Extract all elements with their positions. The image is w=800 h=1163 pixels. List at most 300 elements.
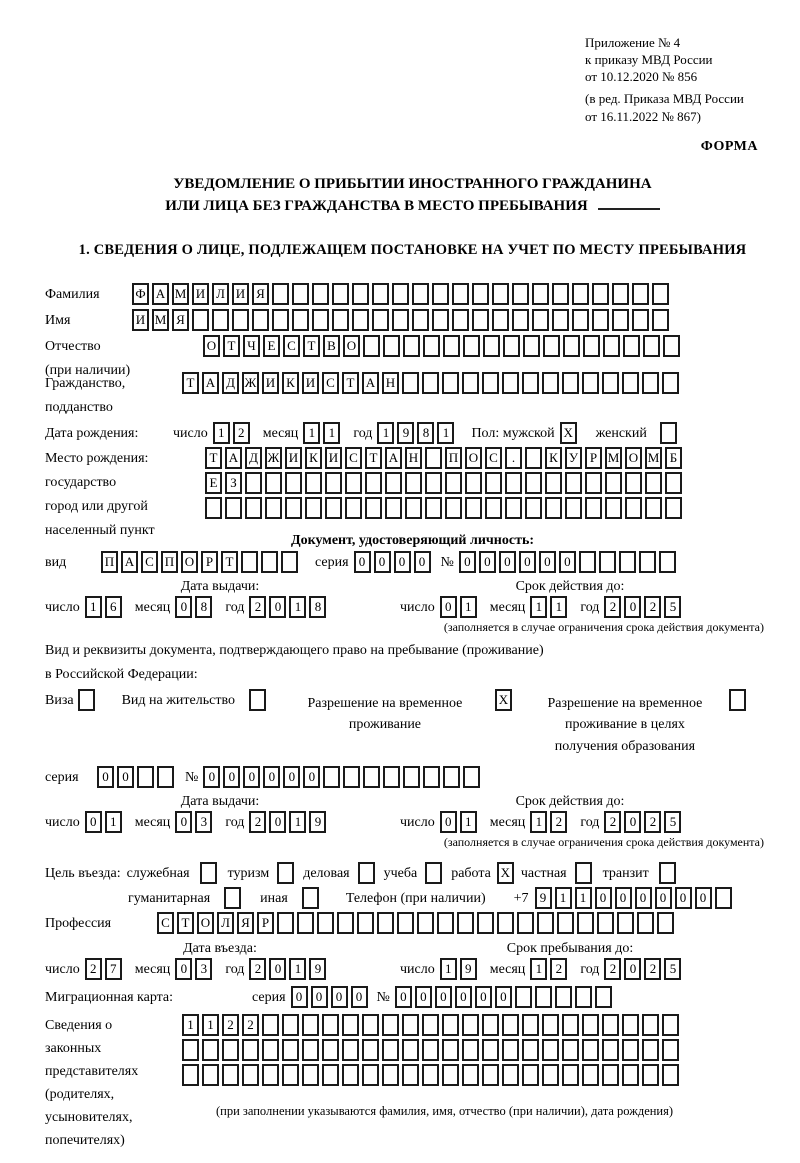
char-box[interactable]: Т	[223, 335, 240, 357]
birth-place-input-2[interactable]	[205, 472, 685, 494]
char-box[interactable]	[385, 497, 402, 519]
char-box[interactable]	[617, 912, 634, 934]
purpose-official-checkbox[interactable]	[200, 862, 220, 884]
char-box[interactable]	[343, 766, 360, 788]
purpose-private-checkbox[interactable]	[575, 862, 595, 884]
char-box[interactable]	[660, 422, 677, 444]
char-box[interactable]	[392, 283, 409, 305]
char-box[interactable]: 0	[440, 811, 457, 833]
char-box[interactable]	[523, 335, 540, 357]
char-box[interactable]	[557, 912, 574, 934]
char-box[interactable]: И	[285, 447, 302, 469]
entry-month[interactable]	[175, 958, 215, 980]
char-box[interactable]	[632, 283, 649, 305]
char-box[interactable]	[592, 309, 609, 331]
char-box[interactable]	[492, 283, 509, 305]
char-box[interactable]	[403, 766, 420, 788]
char-box[interactable]: М	[645, 447, 662, 469]
char-box[interactable]: 1	[460, 811, 477, 833]
char-box[interactable]: 1	[550, 596, 567, 618]
char-box[interactable]	[385, 472, 402, 494]
char-box[interactable]	[277, 912, 294, 934]
char-box[interactable]	[583, 335, 600, 357]
char-box[interactable]	[405, 472, 422, 494]
char-box[interactable]	[432, 309, 449, 331]
char-box[interactable]: 0	[455, 986, 472, 1008]
char-box[interactable]: 0	[175, 596, 192, 618]
char-box[interactable]	[582, 1014, 599, 1036]
char-box[interactable]	[402, 372, 419, 394]
char-box[interactable]	[565, 497, 582, 519]
char-box[interactable]: 2	[550, 811, 567, 833]
char-box[interactable]	[352, 309, 369, 331]
char-box[interactable]	[442, 1014, 459, 1036]
char-box[interactable]	[425, 472, 442, 494]
char-box[interactable]	[665, 497, 682, 519]
char-box[interactable]	[252, 309, 269, 331]
char-box[interactable]	[522, 1039, 539, 1061]
char-box[interactable]	[522, 372, 539, 394]
char-box[interactable]: У	[565, 447, 582, 469]
residence-valid-month[interactable]	[530, 811, 570, 833]
char-box[interactable]	[302, 887, 319, 909]
char-box[interactable]	[425, 862, 442, 884]
char-box[interactable]: 0	[624, 958, 641, 980]
char-box[interactable]: А	[152, 283, 169, 305]
char-box[interactable]	[372, 283, 389, 305]
char-box[interactable]	[443, 335, 460, 357]
char-box[interactable]	[277, 862, 294, 884]
char-box[interactable]	[645, 497, 662, 519]
char-box[interactable]: А	[362, 372, 379, 394]
char-box[interactable]: 2	[644, 958, 661, 980]
char-box[interactable]: 2	[249, 596, 266, 618]
char-box[interactable]	[503, 335, 520, 357]
char-box[interactable]	[382, 1014, 399, 1036]
char-box[interactable]: 8	[195, 596, 212, 618]
char-box[interactable]	[563, 335, 580, 357]
char-box[interactable]	[665, 472, 682, 494]
char-box[interactable]: 0	[311, 986, 328, 1008]
char-box[interactable]	[639, 551, 656, 573]
char-box[interactable]: Ж	[265, 447, 282, 469]
char-box[interactable]	[625, 472, 642, 494]
char-box[interactable]	[575, 986, 592, 1008]
char-box[interactable]: 1	[289, 958, 306, 980]
char-box[interactable]: Н	[405, 447, 422, 469]
char-box[interactable]	[477, 912, 494, 934]
char-box[interactable]	[632, 309, 649, 331]
residence-issued-year[interactable]	[249, 811, 329, 833]
char-box[interactable]	[285, 497, 302, 519]
profession-input[interactable]	[157, 912, 677, 934]
char-box[interactable]	[483, 335, 500, 357]
char-box[interactable]	[312, 309, 329, 331]
birth-day-input[interactable]	[213, 422, 253, 444]
doc-valid-day[interactable]	[440, 596, 480, 618]
char-box[interactable]	[325, 497, 342, 519]
char-box[interactable]	[282, 1014, 299, 1036]
sex-male-checkbox[interactable]	[560, 422, 580, 444]
char-box[interactable]: Т	[182, 372, 199, 394]
char-box[interactable]	[182, 1064, 199, 1086]
char-box[interactable]	[597, 912, 614, 934]
char-box[interactable]	[605, 472, 622, 494]
char-box[interactable]: О	[625, 447, 642, 469]
char-box[interactable]: 1	[440, 958, 457, 980]
char-box[interactable]: 8	[417, 422, 434, 444]
char-box[interactable]	[362, 1014, 379, 1036]
char-box[interactable]	[525, 472, 542, 494]
char-box[interactable]	[262, 1064, 279, 1086]
char-box[interactable]	[423, 335, 440, 357]
char-box[interactable]: В	[323, 335, 340, 357]
char-box[interactable]	[663, 335, 680, 357]
char-box[interactable]	[662, 1064, 679, 1086]
char-box[interactable]	[512, 283, 529, 305]
char-box[interactable]: О	[203, 335, 220, 357]
phone-input[interactable]	[535, 887, 735, 909]
char-box[interactable]: Т	[221, 551, 238, 573]
char-box[interactable]	[612, 309, 629, 331]
patronymic-input[interactable]	[203, 335, 683, 357]
char-box[interactable]	[537, 912, 554, 934]
char-box[interactable]	[422, 1039, 439, 1061]
char-box[interactable]	[482, 1039, 499, 1061]
birth-place-input-1[interactable]	[205, 447, 685, 469]
char-box[interactable]	[362, 1039, 379, 1061]
char-box[interactable]: 0	[559, 551, 576, 573]
first-name-input[interactable]	[132, 309, 672, 331]
char-box[interactable]	[265, 497, 282, 519]
char-box[interactable]	[517, 912, 534, 934]
char-box[interactable]: 0	[269, 958, 286, 980]
char-box[interactable]: 1	[202, 1014, 219, 1036]
char-box[interactable]: К	[305, 447, 322, 469]
char-box[interactable]	[637, 912, 654, 934]
char-box[interactable]: П	[161, 551, 178, 573]
char-box[interactable]	[245, 472, 262, 494]
char-box[interactable]: 2	[644, 811, 661, 833]
char-box[interactable]	[222, 1064, 239, 1086]
char-box[interactable]	[542, 1064, 559, 1086]
char-box[interactable]: И	[325, 447, 342, 469]
char-box[interactable]: О	[197, 912, 214, 934]
char-box[interactable]	[282, 1064, 299, 1086]
char-box[interactable]	[505, 472, 522, 494]
stay-day[interactable]	[440, 958, 480, 980]
char-box[interactable]: 0	[117, 766, 134, 788]
char-box[interactable]: 1	[437, 422, 454, 444]
char-box[interactable]	[292, 309, 309, 331]
char-box[interactable]	[585, 497, 602, 519]
char-box[interactable]	[472, 309, 489, 331]
char-box[interactable]: 0	[97, 766, 114, 788]
char-box[interactable]	[525, 497, 542, 519]
representatives-input-3[interactable]	[182, 1064, 682, 1086]
char-box[interactable]	[242, 1039, 259, 1061]
char-box[interactable]	[595, 986, 612, 1008]
char-box[interactable]: С	[485, 447, 502, 469]
char-box[interactable]: 0	[395, 986, 412, 1008]
char-box[interactable]	[382, 1039, 399, 1061]
residence-issued-month[interactable]	[175, 811, 215, 833]
char-box[interactable]: 0	[175, 811, 192, 833]
char-box[interactable]	[382, 1064, 399, 1086]
char-box[interactable]	[445, 497, 462, 519]
char-box[interactable]: С	[283, 335, 300, 357]
char-box[interactable]	[325, 472, 342, 494]
doc-issued-day[interactable]	[85, 596, 125, 618]
char-box[interactable]: 0	[291, 986, 308, 1008]
char-box[interactable]: 1	[530, 958, 547, 980]
char-box[interactable]	[602, 1039, 619, 1061]
char-box[interactable]	[465, 497, 482, 519]
char-box[interactable]	[365, 472, 382, 494]
char-box[interactable]: А	[121, 551, 138, 573]
char-box[interactable]	[272, 283, 289, 305]
char-box[interactable]: Р	[201, 551, 218, 573]
char-box[interactable]	[472, 283, 489, 305]
char-box[interactable]: 0	[495, 986, 512, 1008]
char-box[interactable]	[485, 472, 502, 494]
char-box[interactable]: С	[345, 447, 362, 469]
char-box[interactable]: 2	[604, 811, 621, 833]
char-box[interactable]: X	[560, 422, 577, 444]
char-box[interactable]	[532, 309, 549, 331]
char-box[interactable]	[603, 335, 620, 357]
char-box[interactable]	[572, 309, 589, 331]
char-box[interactable]: С	[157, 912, 174, 934]
char-box[interactable]	[363, 335, 380, 357]
entry-day[interactable]	[85, 958, 125, 980]
char-box[interactable]	[545, 472, 562, 494]
char-box[interactable]	[625, 497, 642, 519]
char-box[interactable]: 1	[85, 596, 102, 618]
stay-year[interactable]	[604, 958, 684, 980]
char-box[interactable]: Р	[585, 447, 602, 469]
char-box[interactable]: О	[181, 551, 198, 573]
char-box[interactable]: 1	[303, 422, 320, 444]
char-box[interactable]	[305, 472, 322, 494]
char-box[interactable]: 0	[499, 551, 516, 573]
char-box[interactable]: 0	[269, 811, 286, 833]
char-box[interactable]	[562, 1014, 579, 1036]
char-box[interactable]	[345, 472, 362, 494]
char-box[interactable]	[602, 372, 619, 394]
char-box[interactable]	[572, 283, 589, 305]
doc-series-input[interactable]	[354, 551, 434, 573]
char-box[interactable]: Ф	[132, 283, 149, 305]
char-box[interactable]: 0	[624, 596, 641, 618]
char-box[interactable]	[482, 1014, 499, 1036]
char-box[interactable]	[437, 912, 454, 934]
char-box[interactable]	[417, 912, 434, 934]
char-box[interactable]	[305, 497, 322, 519]
char-box[interactable]	[532, 283, 549, 305]
char-box[interactable]	[402, 1014, 419, 1036]
char-box[interactable]: О	[343, 335, 360, 357]
char-box[interactable]	[622, 1064, 639, 1086]
char-box[interactable]: Т	[177, 912, 194, 934]
char-box[interactable]	[342, 1039, 359, 1061]
char-box[interactable]: 2	[550, 958, 567, 980]
char-box[interactable]	[212, 309, 229, 331]
char-box[interactable]	[432, 283, 449, 305]
char-box[interactable]: 9	[397, 422, 414, 444]
char-box[interactable]: М	[605, 447, 622, 469]
purpose-business-checkbox[interactable]	[358, 862, 378, 884]
char-box[interactable]: 5	[664, 811, 681, 833]
char-box[interactable]: Т	[365, 447, 382, 469]
char-box[interactable]	[377, 912, 394, 934]
purpose-humanitarian-checkbox[interactable]	[224, 887, 244, 909]
char-box[interactable]: 0	[243, 766, 260, 788]
residence-valid-year[interactable]	[604, 811, 684, 833]
char-box[interactable]	[543, 335, 560, 357]
char-box[interactable]: 0	[655, 887, 672, 909]
char-box[interactable]	[445, 472, 462, 494]
char-box[interactable]	[522, 1014, 539, 1036]
char-box[interactable]: Т	[342, 372, 359, 394]
char-box[interactable]	[462, 1014, 479, 1036]
char-box[interactable]: 0	[85, 811, 102, 833]
char-box[interactable]: И	[302, 372, 319, 394]
char-box[interactable]	[463, 766, 480, 788]
char-box[interactable]: П	[445, 447, 462, 469]
char-box[interactable]: 0	[435, 986, 452, 1008]
char-box[interactable]	[555, 986, 572, 1008]
char-box[interactable]: А	[225, 447, 242, 469]
char-box[interactable]: 0	[269, 596, 286, 618]
char-box[interactable]	[525, 447, 542, 469]
char-box[interactable]	[652, 283, 669, 305]
char-box[interactable]: 2	[249, 958, 266, 980]
char-box[interactable]: 2	[242, 1014, 259, 1036]
birth-place-input-3[interactable]	[205, 497, 685, 519]
char-box[interactable]	[242, 1064, 259, 1086]
char-box[interactable]: 1	[289, 596, 306, 618]
char-box[interactable]: С	[141, 551, 158, 573]
char-box[interactable]: 5	[664, 958, 681, 980]
char-box[interactable]: 0	[475, 986, 492, 1008]
char-box[interactable]	[715, 887, 732, 909]
char-box[interactable]: 6	[105, 596, 122, 618]
char-box[interactable]	[542, 372, 559, 394]
char-box[interactable]: П	[101, 551, 118, 573]
char-box[interactable]	[302, 1064, 319, 1086]
char-box[interactable]	[642, 1014, 659, 1036]
char-box[interactable]: Н	[382, 372, 399, 394]
char-box[interactable]	[352, 283, 369, 305]
char-box[interactable]: Л	[217, 912, 234, 934]
purpose-work-checkbox[interactable]	[497, 862, 517, 884]
temp-residence-edu-checkbox[interactable]	[729, 689, 749, 711]
char-box[interactable]	[322, 1014, 339, 1036]
char-box[interactable]: 2	[604, 958, 621, 980]
char-box[interactable]	[442, 1064, 459, 1086]
char-box[interactable]: И	[262, 372, 279, 394]
char-box[interactable]	[652, 309, 669, 331]
char-box[interactable]	[292, 283, 309, 305]
char-box[interactable]	[137, 766, 154, 788]
birth-month-input[interactable]	[303, 422, 343, 444]
char-box[interactable]	[729, 689, 746, 711]
visa-checkbox[interactable]	[78, 689, 98, 711]
doc-number-input[interactable]	[459, 551, 679, 573]
char-box[interactable]: И	[232, 283, 249, 305]
char-box[interactable]	[403, 335, 420, 357]
char-box[interactable]	[302, 1014, 319, 1036]
char-box[interactable]	[337, 912, 354, 934]
char-box[interactable]	[412, 283, 429, 305]
char-box[interactable]	[297, 912, 314, 934]
char-box[interactable]: 0	[624, 811, 641, 833]
char-box[interactable]: 1	[213, 422, 230, 444]
char-box[interactable]	[332, 309, 349, 331]
char-box[interactable]: 2	[644, 596, 661, 618]
char-box[interactable]	[552, 283, 569, 305]
char-box[interactable]	[202, 1039, 219, 1061]
char-box[interactable]: М	[172, 283, 189, 305]
char-box[interactable]	[362, 1064, 379, 1086]
char-box[interactable]	[622, 1014, 639, 1036]
char-box[interactable]: М	[152, 309, 169, 331]
char-box[interactable]	[422, 1064, 439, 1086]
representatives-input-2[interactable]	[182, 1039, 682, 1061]
surname-input[interactable]	[132, 283, 672, 305]
char-box[interactable]: 2	[249, 811, 266, 833]
char-box[interactable]: 1	[530, 811, 547, 833]
char-box[interactable]: 0	[479, 551, 496, 573]
char-box[interactable]: 0	[203, 766, 220, 788]
char-box[interactable]	[78, 689, 95, 711]
char-box[interactable]	[602, 1014, 619, 1036]
char-box[interactable]: А	[202, 372, 219, 394]
char-box[interactable]: X	[495, 689, 512, 711]
char-box[interactable]	[582, 372, 599, 394]
char-box[interactable]	[492, 309, 509, 331]
char-box[interactable]	[402, 1039, 419, 1061]
char-box[interactable]: 0	[595, 887, 612, 909]
char-box[interactable]: Б	[665, 447, 682, 469]
temp-residence-checkbox[interactable]	[495, 689, 515, 711]
char-box[interactable]	[515, 986, 532, 1008]
char-box[interactable]	[222, 1039, 239, 1061]
doc-valid-year[interactable]	[604, 596, 684, 618]
char-box[interactable]	[443, 766, 460, 788]
char-box[interactable]: Е	[205, 472, 222, 494]
char-box[interactable]	[282, 1039, 299, 1061]
char-box[interactable]	[232, 309, 249, 331]
char-box[interactable]	[241, 551, 258, 573]
purpose-transit-checkbox[interactable]	[659, 862, 679, 884]
char-box[interactable]	[202, 1064, 219, 1086]
char-box[interactable]: X	[497, 862, 514, 884]
char-box[interactable]: 1	[530, 596, 547, 618]
char-box[interactable]: 2	[233, 422, 250, 444]
purpose-study-checkbox[interactable]	[425, 862, 445, 884]
char-box[interactable]: Т	[205, 447, 222, 469]
char-box[interactable]	[599, 551, 616, 573]
char-box[interactable]: 0	[283, 766, 300, 788]
char-box[interactable]	[261, 551, 278, 573]
char-box[interactable]	[462, 1064, 479, 1086]
char-box[interactable]: 0	[414, 551, 431, 573]
char-box[interactable]	[312, 283, 329, 305]
char-box[interactable]	[462, 1039, 479, 1061]
char-box[interactable]: Л	[212, 283, 229, 305]
